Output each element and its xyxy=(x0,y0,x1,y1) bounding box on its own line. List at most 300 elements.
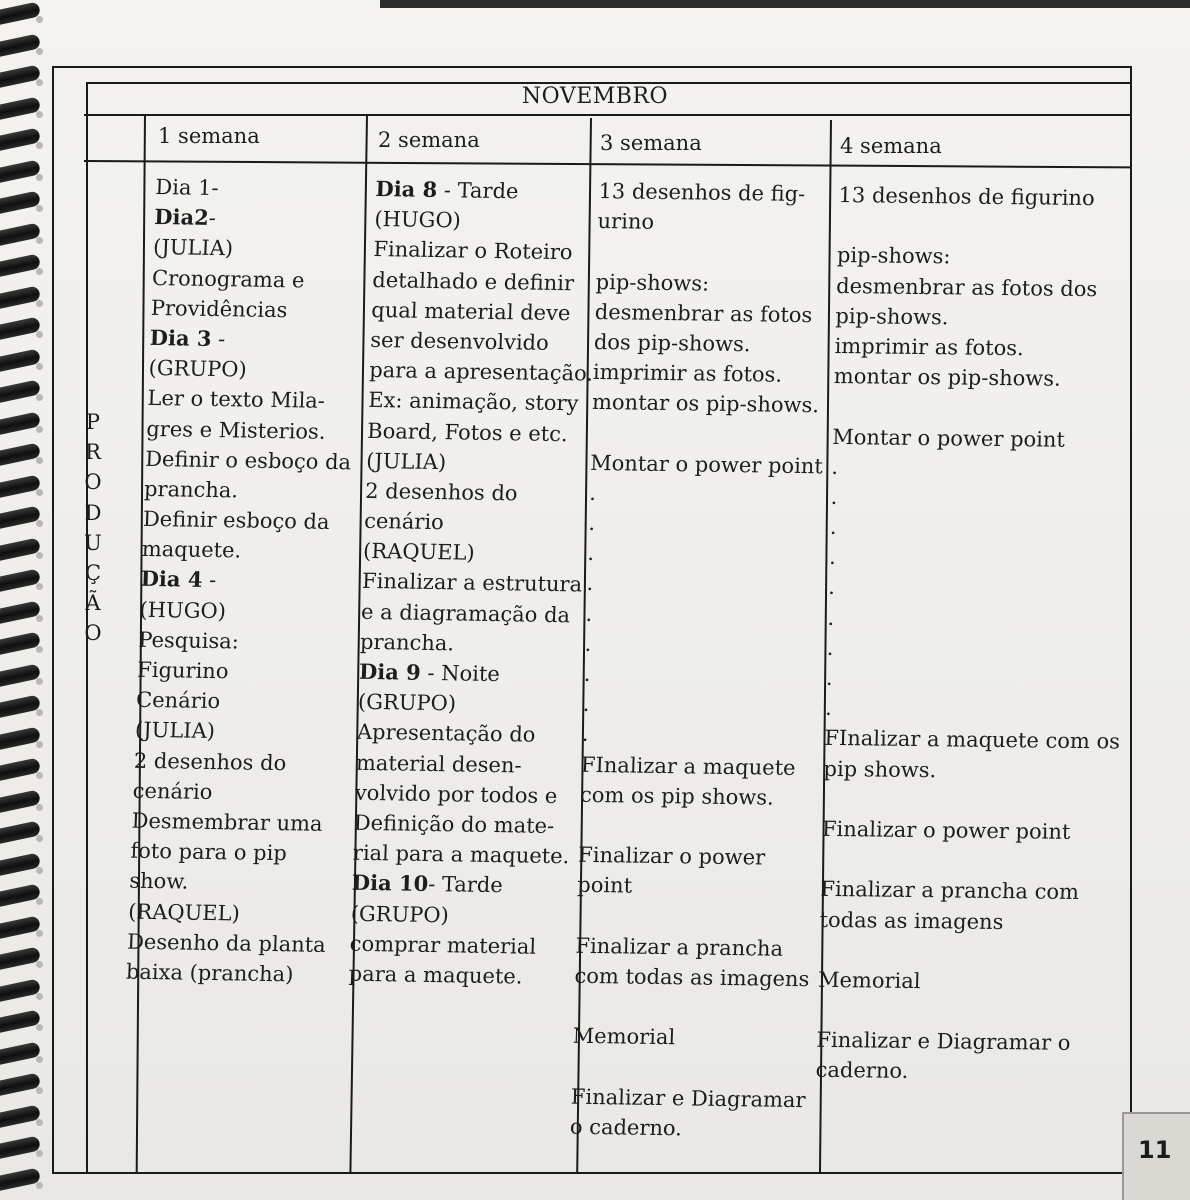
side-label-letter: U xyxy=(84,530,102,555)
line-text: . xyxy=(831,454,839,479)
binding-hole xyxy=(36,111,43,118)
schedule-line xyxy=(837,210,1133,244)
binding-hole xyxy=(36,489,43,496)
spiral-coil xyxy=(0,190,41,214)
schedule-line xyxy=(592,387,828,421)
line-text: Memorial xyxy=(817,967,921,993)
schedule-line xyxy=(580,780,816,814)
schedule-line xyxy=(836,271,1132,305)
schedule-line xyxy=(830,512,1126,546)
binding-hole xyxy=(36,331,43,338)
line-text: (RAQUEL) xyxy=(127,899,241,925)
schedule-line xyxy=(593,327,829,361)
schedule-line xyxy=(582,689,818,723)
schedule-line xyxy=(838,180,1134,214)
side-label-letter: R xyxy=(85,440,101,465)
side-label-letter: Ç xyxy=(84,561,102,586)
schedule-line xyxy=(375,174,600,208)
line-text: . xyxy=(584,631,592,656)
schedule-line xyxy=(832,421,1128,455)
line-text: rial para a maquete. xyxy=(352,840,570,869)
schedule-line xyxy=(587,538,823,572)
schedule-line xyxy=(144,474,351,508)
line-text: montar os pip-shows. xyxy=(591,390,820,418)
schedule-line xyxy=(818,935,1114,969)
binding-hole xyxy=(36,237,43,244)
schedule-line xyxy=(831,452,1127,486)
line-text: maquete. xyxy=(141,537,242,563)
schedule-line xyxy=(596,236,832,270)
side-label-letter: Ã xyxy=(85,591,101,616)
day-label: Dia 8 xyxy=(375,175,438,203)
schedule-line xyxy=(577,870,813,904)
line-text: o caderno. xyxy=(569,1114,683,1141)
line-text: desmenbrar as fotos dos xyxy=(835,273,1098,301)
schedule-line xyxy=(584,629,820,663)
schedule-line xyxy=(138,625,345,659)
schedule-line xyxy=(373,234,598,268)
line-text: Definir o esboço da xyxy=(144,446,352,474)
binding-hole xyxy=(36,520,43,527)
spiral-coil xyxy=(0,127,41,151)
schedule-line xyxy=(837,240,1133,274)
schedule-line xyxy=(586,568,822,602)
schedule-line xyxy=(130,836,337,870)
schedule-line xyxy=(589,478,825,512)
schedule-line xyxy=(129,866,336,900)
binding-hole xyxy=(36,961,43,968)
binding-hole xyxy=(36,142,43,149)
schedule-line xyxy=(362,566,587,600)
line-text: Finalizar o Roteiro xyxy=(373,237,573,265)
schedule-line xyxy=(579,810,815,844)
line-text: para a maquete. xyxy=(348,961,523,989)
schedule-line xyxy=(132,775,339,809)
spiral-coil xyxy=(0,316,41,340)
line-text: (JULIA) xyxy=(152,235,234,261)
line-text: (GRUPO) xyxy=(350,901,450,927)
schedule-line xyxy=(571,1051,807,1085)
schedule-line xyxy=(131,806,338,840)
schedule-line xyxy=(816,1025,1112,1059)
line-text: . xyxy=(588,510,596,536)
line-text: 13 desenhos de fig- xyxy=(598,178,806,207)
schedule-line xyxy=(153,232,360,266)
binding-hole xyxy=(36,48,43,55)
spiral-coil xyxy=(0,537,41,561)
schedule-line xyxy=(148,353,355,387)
line-text: pip shows. xyxy=(823,756,937,782)
spiral-coil xyxy=(0,1041,41,1065)
schedule-line xyxy=(817,995,1113,1029)
day-label: Dia 10 xyxy=(351,870,429,897)
schedule-line xyxy=(833,361,1129,395)
schedule-line xyxy=(835,301,1131,335)
spiral-coil xyxy=(0,159,41,183)
schedule-line xyxy=(356,717,581,751)
schedule-line xyxy=(570,1081,806,1115)
line-text: prancha. xyxy=(359,629,455,656)
schedule-line xyxy=(145,444,352,478)
binding-hole xyxy=(36,678,43,685)
schedule-line xyxy=(370,325,595,359)
line-text: FInalizar a maquete com os xyxy=(824,726,1121,754)
schedule-line xyxy=(834,331,1130,365)
spiral-coil xyxy=(0,631,41,655)
line-text: cenário xyxy=(132,778,213,804)
spiral-coil xyxy=(0,757,41,781)
schedule-line xyxy=(140,564,347,598)
line-text: . xyxy=(829,514,837,540)
line-text: Finalizar o power point xyxy=(821,816,1071,844)
line-text: FInalizar a maquete xyxy=(580,752,796,780)
line-text: pip-shows. xyxy=(835,303,949,330)
schedule-line xyxy=(349,928,574,962)
schedule-line xyxy=(374,204,599,238)
line-text: . xyxy=(587,541,595,566)
spiral-coil xyxy=(0,883,41,907)
binding-hole xyxy=(36,646,43,653)
line-text: caderno. xyxy=(815,1058,909,1084)
side-label-letter: D xyxy=(84,500,102,525)
line-text: point xyxy=(576,873,633,898)
week-4-header: 4 semana xyxy=(840,134,942,158)
side-label-letter: O xyxy=(84,621,102,646)
schedule-line xyxy=(369,355,594,389)
schedule-line xyxy=(572,1021,808,1055)
schedule-line xyxy=(125,956,332,990)
schedule-line xyxy=(372,265,597,299)
line-text: - xyxy=(211,326,226,352)
schedule-line xyxy=(581,749,817,783)
spiral-coil xyxy=(0,222,41,246)
schedule-line xyxy=(822,784,1118,818)
line-text: todas as imagens xyxy=(819,907,1004,934)
line-text: qual material deve xyxy=(370,297,571,325)
schedule-line xyxy=(588,508,824,542)
line-text: Apresentação do xyxy=(356,720,536,748)
schedule-line xyxy=(351,868,576,902)
line-text: Finalizar a prancha xyxy=(575,933,784,961)
line-text: volvido por todos e xyxy=(354,780,558,808)
line-text: com todas as imagens xyxy=(574,963,810,992)
spiral-coil xyxy=(0,442,41,466)
line-text: Cronograma e xyxy=(151,265,305,293)
line-text: - xyxy=(201,568,217,593)
schedule-line xyxy=(141,534,348,568)
schedule-line xyxy=(371,295,596,329)
spiral-coil xyxy=(0,285,41,309)
day-label: Dia 4 xyxy=(140,566,203,593)
schedule-line xyxy=(365,476,590,510)
line-text: gres e Misterios. xyxy=(145,416,326,444)
schedule-line xyxy=(151,263,358,297)
schedule-line xyxy=(146,413,353,447)
schedule-line xyxy=(583,659,819,693)
schedule-line xyxy=(142,504,349,538)
line-text: 2 desenhos do xyxy=(364,478,518,506)
line-text: (JULIA) xyxy=(134,718,216,744)
schedule-line xyxy=(597,206,833,240)
schedule-line xyxy=(575,930,811,964)
line-text: detalhado e definir xyxy=(371,267,575,295)
line-text: Providências xyxy=(150,295,288,322)
binding-hole xyxy=(36,583,43,590)
schedule-line xyxy=(821,844,1117,878)
line-text: Definir esboço da xyxy=(142,506,330,534)
schedule-line xyxy=(128,896,335,930)
binding-hole xyxy=(36,867,43,874)
schedule-line xyxy=(595,267,831,301)
schedule-line xyxy=(368,385,593,419)
line-text: Ex: animação, story xyxy=(367,388,579,416)
line-text: com os pip shows. xyxy=(579,782,775,810)
schedule-line xyxy=(815,1055,1111,1089)
schedule-line xyxy=(366,446,591,480)
week-3-column xyxy=(569,176,836,1145)
schedule-line xyxy=(576,900,812,934)
schedule-line xyxy=(590,448,826,482)
line-text: Desenho da planta xyxy=(126,929,327,957)
line-text: . xyxy=(582,692,590,717)
schedule-line xyxy=(363,536,588,570)
spiral-coil xyxy=(0,568,41,592)
schedule-line xyxy=(581,719,817,753)
spiral-coil xyxy=(0,663,41,687)
schedule-line xyxy=(822,814,1118,848)
spiral-coil xyxy=(0,505,41,529)
week-2-header: 2 semana xyxy=(378,128,480,152)
line-text: Figurino xyxy=(136,657,229,684)
schedule-line xyxy=(137,655,344,689)
spiral-coil xyxy=(0,379,41,403)
line-text: (HUGO) xyxy=(374,207,462,233)
day-label: Dia 9 xyxy=(358,658,422,685)
binding-hole xyxy=(36,552,43,559)
schedule-line xyxy=(825,693,1121,727)
binding-hole xyxy=(36,772,43,779)
schedule-line xyxy=(147,383,354,417)
line-text: (HUGO) xyxy=(139,597,227,623)
schedule-line xyxy=(127,926,334,960)
binding-hole xyxy=(36,615,43,622)
schedule-line xyxy=(361,596,586,630)
schedule-line xyxy=(823,753,1119,787)
schedule-line xyxy=(828,572,1124,606)
schedule-line xyxy=(826,663,1122,697)
week-4-column xyxy=(815,180,1134,1089)
binding-hole xyxy=(36,741,43,748)
line-text: e a diagramação da xyxy=(360,599,571,627)
schedule-line xyxy=(350,898,575,932)
line-text: urino xyxy=(597,209,655,235)
line-text: . xyxy=(827,605,835,630)
spiral-coil xyxy=(0,978,41,1002)
spiral-coil xyxy=(0,1,41,25)
spiral-coil xyxy=(0,1104,41,1128)
line-text: Dia 1- xyxy=(154,174,220,201)
binding-hole xyxy=(36,1182,43,1189)
week-1-header: 1 semana xyxy=(158,124,260,148)
schedule-line xyxy=(133,745,340,779)
schedule-line xyxy=(820,874,1116,908)
binding-hole xyxy=(36,930,43,937)
schedule-line xyxy=(359,657,584,691)
schedule-line xyxy=(827,603,1123,637)
binding-hole xyxy=(36,16,43,23)
schedule-line xyxy=(154,202,361,236)
schedule-line xyxy=(134,715,341,749)
line-text: dos pip-shows. xyxy=(593,329,751,357)
schedule-line xyxy=(578,840,814,874)
side-label-letter: O xyxy=(84,470,102,495)
line-text: pip-shows: xyxy=(595,269,710,296)
line-text: imprimir as fotos. xyxy=(834,333,1025,361)
line-text: (GRUPO) xyxy=(148,356,248,382)
schedule-line xyxy=(355,747,580,781)
spiral-coil xyxy=(0,1072,41,1096)
line-text: . xyxy=(583,661,591,686)
binding-hole xyxy=(36,457,43,464)
line-text: . xyxy=(825,665,833,690)
line-text: Montar o power point xyxy=(589,450,824,479)
line-text: 13 desenhos de figurino xyxy=(838,182,1095,211)
spiral-coil xyxy=(0,33,41,57)
schedule-line xyxy=(155,172,362,206)
spiral-coil xyxy=(0,474,41,498)
line-text: Definição do mate- xyxy=(353,810,555,838)
line-text: ser desenvolvido xyxy=(369,327,550,355)
header-row-divider xyxy=(84,114,1132,116)
binding-hole xyxy=(36,268,43,275)
schedule-line xyxy=(598,176,834,210)
top-edge-strip xyxy=(380,0,1190,8)
spiral-coil xyxy=(0,253,41,277)
line-text: - xyxy=(208,206,217,231)
schedule-line xyxy=(139,594,346,628)
day-label: Dia2 xyxy=(153,204,210,231)
line-text: Desmembrar uma xyxy=(131,808,324,836)
spiral-coil xyxy=(0,1135,41,1159)
line-text: montar os pip-shows. xyxy=(833,364,1062,391)
binding-hole xyxy=(36,205,43,212)
line-text: - Tarde xyxy=(436,178,519,204)
line-text: show. xyxy=(128,868,189,894)
line-text: Cenário xyxy=(135,687,221,714)
line-text: . xyxy=(586,571,594,596)
line-text: foto para o pip xyxy=(130,838,288,866)
spiral-coil xyxy=(0,411,41,435)
line-text: (RAQUEL) xyxy=(362,539,476,565)
line-text: Board, Fotos e etc. xyxy=(366,418,569,446)
month-title: NOVEMBRO xyxy=(521,84,669,109)
schedule-line xyxy=(833,391,1129,425)
production-side-label xyxy=(82,407,104,649)
binding-hole xyxy=(36,804,43,811)
schedule-line xyxy=(574,961,810,995)
schedule-line xyxy=(826,633,1122,667)
binding-hole xyxy=(36,993,43,1000)
day-label: Dia 3 xyxy=(149,324,212,351)
line-text: para a apresentação. xyxy=(368,358,594,386)
schedule-line xyxy=(353,808,578,842)
line-text: . xyxy=(581,722,589,747)
line-text: desmenbrar as fotos xyxy=(594,299,813,327)
schedule-line xyxy=(360,627,585,661)
schedule-line xyxy=(594,297,830,331)
line-text: baixa (prancha) xyxy=(125,959,294,987)
line-text: imprimir as fotos. xyxy=(592,360,783,387)
line-text: (GRUPO) xyxy=(357,689,457,716)
spiral-coil xyxy=(0,789,41,813)
week-3-header: 3 semana xyxy=(600,131,702,155)
schedule-line xyxy=(367,415,592,449)
binding-hole xyxy=(36,394,43,401)
schedule-line xyxy=(573,991,809,1025)
schedule-line xyxy=(354,777,579,811)
schedule-line xyxy=(352,838,577,872)
spiral-coil xyxy=(0,1167,41,1191)
line-text: Montar o power point xyxy=(831,424,1066,452)
binding-hole xyxy=(36,300,43,307)
spiral-coil xyxy=(0,915,41,939)
spiral-coil xyxy=(0,600,41,624)
week-1-column xyxy=(125,172,361,990)
binding-hole xyxy=(36,1024,43,1031)
line-text: Finalizar a prancha com xyxy=(820,877,1080,905)
binding-hole xyxy=(36,709,43,716)
line-text: Finalizar a estrutura xyxy=(361,569,583,597)
spiral-coil xyxy=(0,694,41,718)
line-text: Pesquisa: xyxy=(137,627,240,654)
binding-hole xyxy=(36,426,43,433)
schedule-line xyxy=(364,506,589,540)
line-text: . xyxy=(588,480,597,505)
line-text: Ler o texto Mila- xyxy=(147,386,326,414)
line-text: - Tarde xyxy=(427,872,504,898)
week-2-column xyxy=(348,174,599,992)
line-text: prancha. xyxy=(143,476,239,503)
line-text: . xyxy=(826,635,834,660)
line-text: comprar material xyxy=(349,931,537,959)
schedule-line xyxy=(348,959,573,993)
binding-hole xyxy=(36,174,43,181)
schedule-line xyxy=(358,687,583,721)
line-text: Memorial xyxy=(572,1023,676,1050)
binding-hole xyxy=(36,1150,43,1157)
spiral-coil xyxy=(0,852,41,876)
schedule-line xyxy=(136,685,343,719)
spiral-coil xyxy=(0,348,41,372)
line-text: . xyxy=(828,575,836,600)
schedule-line xyxy=(829,542,1125,576)
page-number: 11 xyxy=(1122,1112,1190,1200)
spiral-binding xyxy=(0,0,46,1200)
binding-hole xyxy=(36,1119,43,1126)
line-text: Finalizar o power xyxy=(577,842,766,870)
schedule-line xyxy=(819,904,1115,938)
schedule-line xyxy=(830,482,1126,516)
schedule-line xyxy=(585,598,821,632)
schedule-line xyxy=(593,357,829,391)
spiral-coil xyxy=(0,820,41,844)
schedule-line xyxy=(149,323,356,357)
binding-hole xyxy=(36,1087,43,1094)
schedule-line xyxy=(150,293,357,327)
binding-hole xyxy=(36,1056,43,1063)
line-text: . xyxy=(828,545,837,570)
side-label-letter: P xyxy=(85,410,101,434)
